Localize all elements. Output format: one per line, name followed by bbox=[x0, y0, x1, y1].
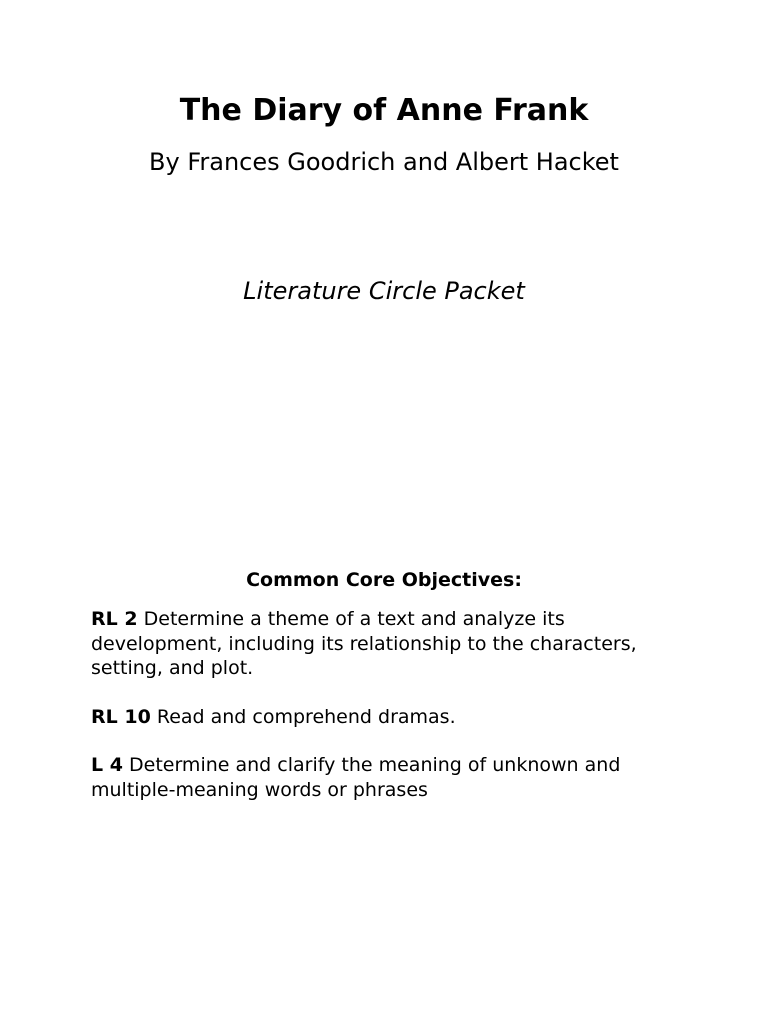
objectives-heading: Common Core Objectives: bbox=[246, 569, 522, 591]
objective-item bbox=[91, 607, 691, 681]
objective-item bbox=[91, 705, 691, 730]
objective-text: Determine and clarify the meaning of unknown and multiple-meaning words or phrases bbox=[91, 754, 621, 801]
objective-code: RL 10 bbox=[91, 705, 151, 728]
document-byline: By Frances Goodrich and Albert Hacket bbox=[149, 148, 619, 176]
packet-label: Literature Circle Packet bbox=[243, 277, 525, 305]
objective-text: Read and comprehend dramas. bbox=[156, 705, 456, 728]
objective-item bbox=[91, 753, 691, 802]
objective-text: Determine a theme of a text and analyze its development, including its relationship to the characters, setting, and plot. bbox=[91, 608, 637, 679]
objectives-list bbox=[91, 607, 691, 826]
document-title: The Diary of Anne Frank bbox=[179, 93, 589, 128]
objective-code: L 4 bbox=[91, 754, 123, 776]
objective-code: RL 2 bbox=[91, 608, 138, 630]
